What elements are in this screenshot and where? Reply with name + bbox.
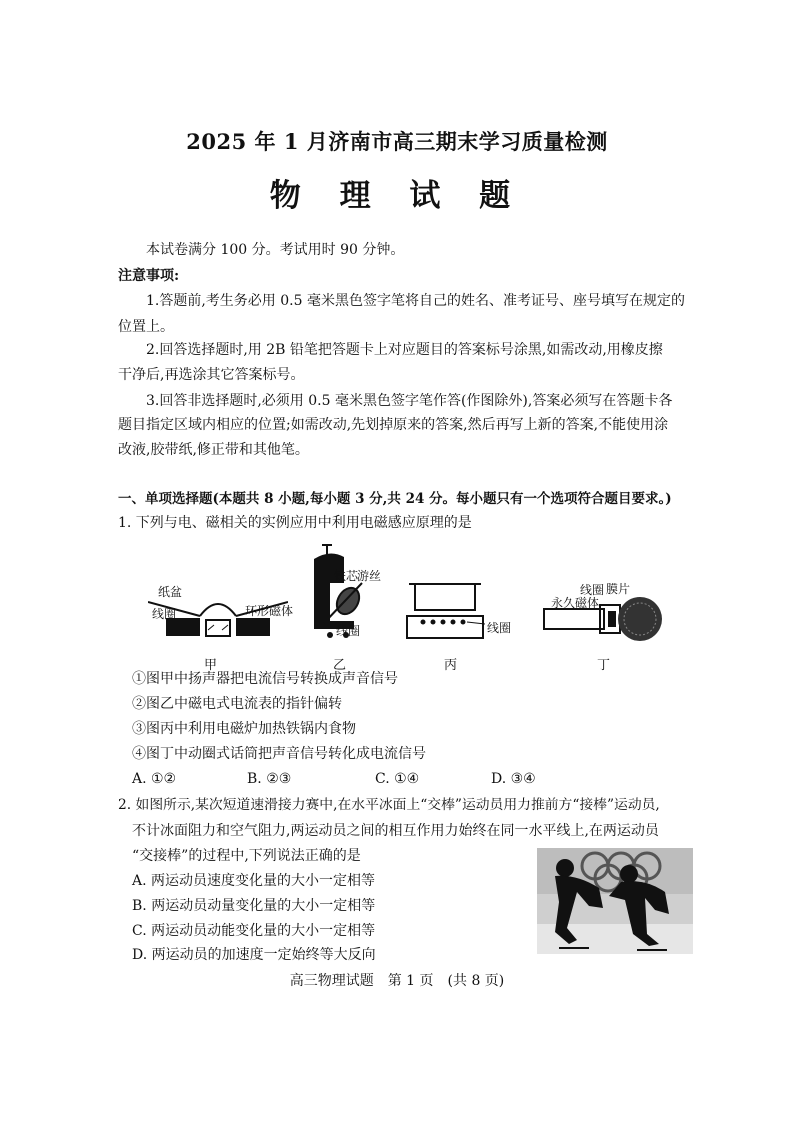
exam-title: 2025 年 1 月济南市高三期末学习质量检测 (186, 129, 608, 154)
label-coil: 线圈 (152, 607, 177, 621)
label-coil: 线圈 (487, 621, 512, 635)
figure-caption-yi: 乙 (333, 658, 347, 673)
note-line: 3.回答非选择题时,必须用 0.5 毫米黑色签字笔作答(作图除外),答案必须写在答题卡各 (146, 393, 673, 409)
label-coil: 线圈 (580, 583, 605, 597)
note-line: 改液,胶带纸,修正带和其他笔。 (118, 442, 309, 458)
skaters-photo (537, 848, 693, 954)
option-b: B. 两运动员动量变化量的大小一定相等 (132, 898, 376, 914)
option-d: D. 两运动员的加速度一定始终等大反向 (132, 947, 376, 963)
note-line: 干净后,再选涂其它答案标号。 (118, 367, 305, 383)
note-line: 位置上。 (118, 319, 174, 335)
page-footer: 高三物理试题 第 1 页 (共 8 页) (289, 973, 505, 989)
question-2-stem: 2. 如图所示,某次短道速滑接力赛中,在水平冰面上“交棒”运动员用力推前方“接棒”运动员, (118, 797, 660, 813)
label-diaphragm: 膜片 (606, 582, 631, 596)
statement-1: ①图甲中扬声器把电流信号转换成声音信号 (132, 671, 398, 687)
option-a: A. ①② (132, 771, 177, 787)
label-coil: 线圈 (336, 624, 361, 638)
subject-title: 物 理 试 题 (269, 178, 525, 214)
option-d: D. ③④ (491, 771, 536, 787)
statement-3: ③图丙中利用电磁炉加热铁锅内食物 (132, 721, 356, 737)
section-heading: 一、单项选择题(本题共 8 小题,每小题 3 分,共 24 分。每小题只有一个选项符合题目要求。) (118, 491, 672, 507)
note-line: 题目指定区域内相应的位置;如需改动,先划掉原来的答案,然后再写上新的答案,不能使用涂 (118, 417, 669, 433)
notes-heading: 注意事项: (118, 268, 180, 284)
option-b: B. ②③ (247, 771, 292, 787)
question-1-stem: 1. 下列与电、磁相关的实例应用中利用电磁感应原理的是 (118, 515, 472, 531)
option-c: C. ①④ (375, 771, 420, 787)
figure-caption-bing: 丙 (444, 658, 458, 673)
figure-caption-jia: 甲 (204, 658, 218, 673)
label-paper-cone: 纸盆 (158, 585, 183, 599)
label-permanent-magnet: 永久磁体 (551, 596, 600, 610)
note-line: 2.回答选择题时,用 2B 铅笔把答题卡上对应题目的答案标号涂黑,如需改动,用橡皮擦 (146, 342, 663, 358)
label-iron-core: 铁芯 (334, 569, 359, 583)
question-2-stem: 不计冰面阻力和空气阻力,两运动员之间的相互作用力始终在同一水平线上,在两运动员 (132, 823, 659, 839)
note-line: 1.答题前,考生务必用 0.5 毫米黑色签字笔将自己的姓名、准考证号、座号填写在规定的 (146, 293, 685, 309)
score-line: 本试卷满分 100 分。考试用时 90 分钟。 (146, 242, 405, 258)
label-hairspring: 游丝 (357, 569, 382, 583)
statement-2: ②图乙中磁电式电流表的指针偏转 (132, 696, 342, 712)
label-ring-magnet: 环形磁体 (245, 604, 294, 618)
option-c: C. 两运动员动能变化量的大小一定相等 (132, 923, 376, 939)
figure-caption-ding: 丁 (597, 658, 611, 673)
option-a: A. 两运动员速度变化量的大小一定相等 (132, 873, 376, 889)
question-2-stem: “交接棒”的过程中,下列说法正确的是 (132, 848, 361, 864)
figure-induction-cooker (405, 580, 485, 640)
statement-4: ④图丁中动圈式话筒把声音信号转化成电流信号 (132, 746, 426, 762)
